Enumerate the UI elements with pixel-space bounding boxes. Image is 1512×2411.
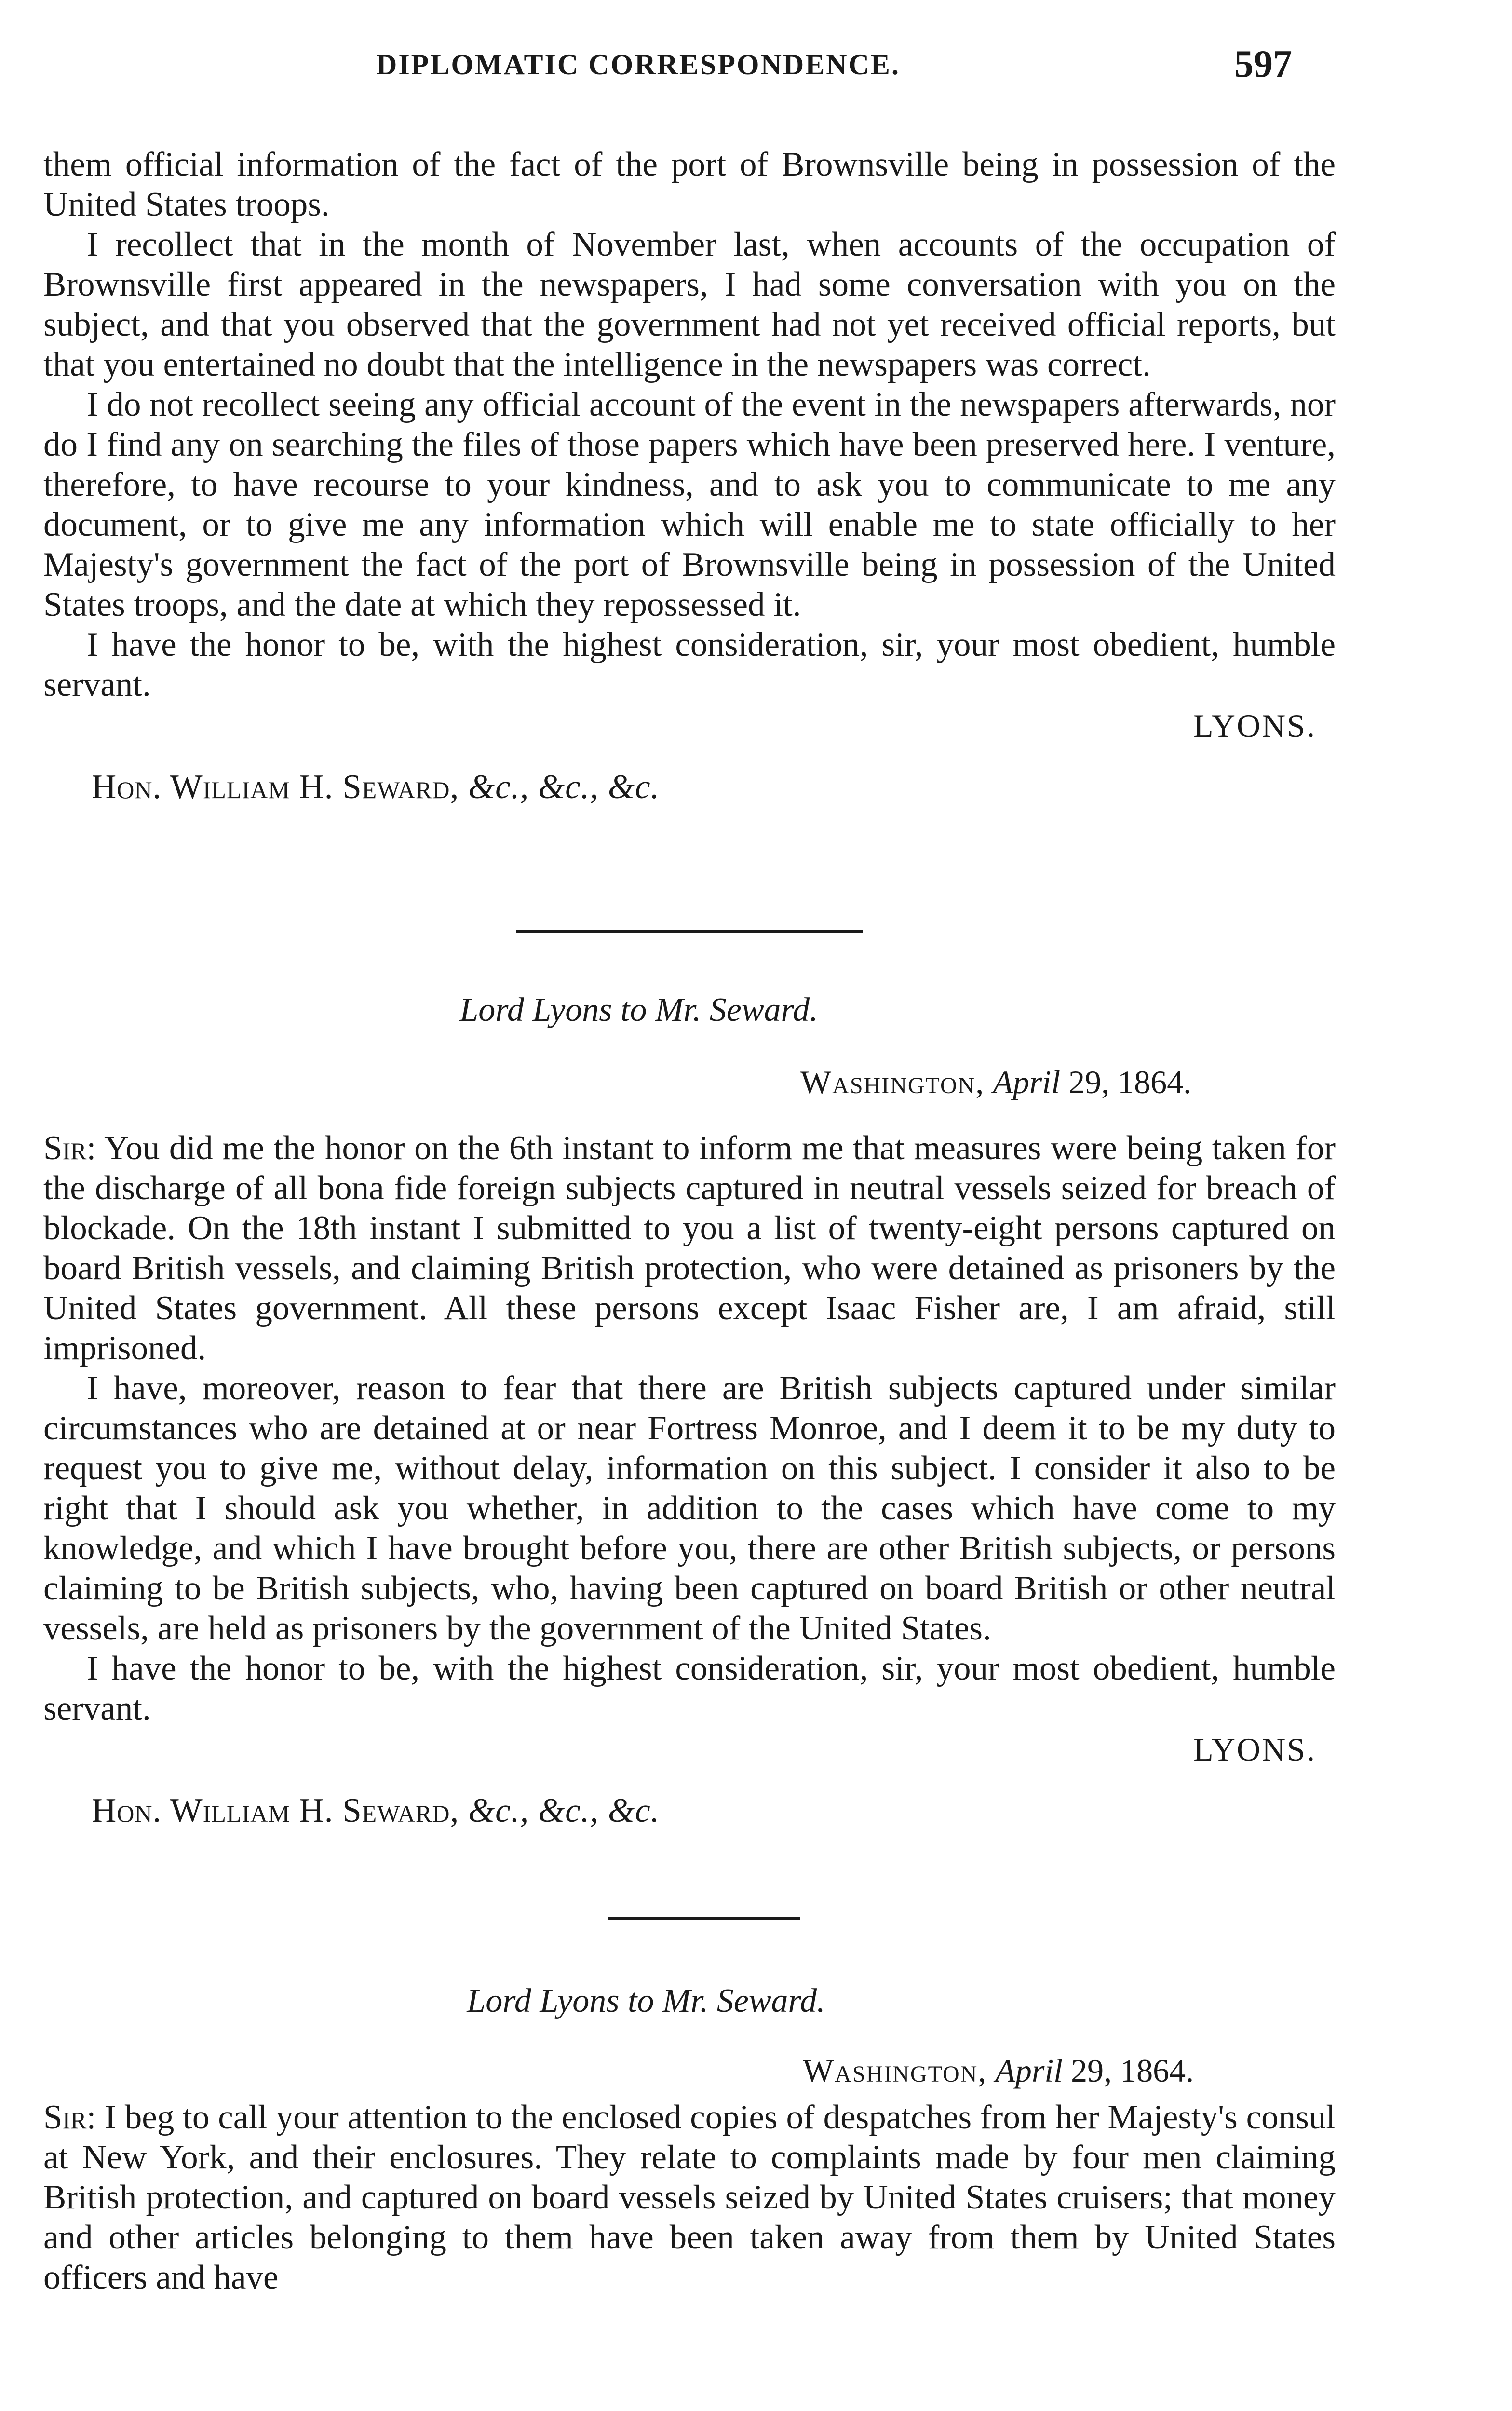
addressee-name: Hon. William H. Seward, <box>92 768 459 806</box>
dateline-place: Washington, <box>803 2052 987 2089</box>
section-divider <box>608 1917 800 1920</box>
paragraph <box>43 1128 1336 1368</box>
letter-heading: Lord Lyons to Mr. Seward. <box>467 1982 825 2019</box>
letter-2-body <box>43 1128 1336 1831</box>
addressee-etc: &c., &c., &c. <box>468 768 660 806</box>
paragraph: I recollect that in the month of November last, when accounts of the occupation of Brownsville first appeared in the newspapers, I had some conversation with you on the subject, and that you observed that the government had not yet received official reports, but that you entertained no doubt that the intelligence in the newspapers was correct. <box>43 226 1336 383</box>
dateline-place: Washington, <box>800 1064 985 1100</box>
letter-3-body <box>43 2098 1336 2298</box>
closing-paragraph: I have the honor to be, with the highest consideration, sir, your most obedient, humble servant. <box>43 626 1336 704</box>
paragraph: I do not recollect seeing any official account of the event in the newspapers afterwards, nor do I find any on searching the files of those papers which have been preserved here. I venture, therefore, to have recourse to your kindness, and to ask you to communicate to me any document, or to give me any information which will enable me to state officially to her Majesty's government the fact of the port of Brownsville being in possession of the United States troops, and the date at which they repossessed it. <box>43 386 1336 623</box>
paragraph-text: You did me the honor on the 6th instant to inform me that measures were being taken for the discharge of all bona fide foreign subjects captured in neutral vessels seized for breach of blockade. On the 18th instant I submitted to you a list of twenty-eight persons captured on board British vessels, and claiming British protection, who were detained as prisoners by the United States government. All these persons except Isaac Fisher are, I am afraid, still imprisoned. <box>43 1129 1336 1367</box>
page-number: 597 <box>1234 43 1292 85</box>
dateline-rest: 29, 1864. <box>1071 2052 1194 2089</box>
paragraph <box>43 2098 1336 2298</box>
dateline-month: April <box>993 1064 1061 1100</box>
signature: LYONS. <box>1193 707 1316 744</box>
paragraph: I have, moreover, reason to fear that there are British subjects captured under similar circumstances who are detained at or near Fortress Monroe, and I deem it to be my duty to request you to give me, without delay, information on this subject. I consider it also to be right that I should ask you whether, in addition to the cases which have come to my knowledge, and which I have brought before you, there are other British subjects, or persons claiming to be British subjects, who, having been captured on board British or other neutral vessels, are held as prisoners by the government of the United States. <box>43 1369 1336 1647</box>
running-head: DIPLOMATIC CORRESPONDENCE. <box>376 49 900 81</box>
dateline-month: April <box>995 2052 1063 2089</box>
salutation: Sir: <box>43 2099 96 2136</box>
addressee-name: Hon. William H. Seward, <box>92 1792 459 1829</box>
letter-1-body <box>43 145 1336 807</box>
paragraph-text: I beg to call your attention to the enclosed copies of despatches from her Majesty's consul at New York, and their enclosures. They relate to complaints made by four men claiming British protection, and captured on board vessels seized by United States cruisers; that money and other articles belonging to them have been taken away from them by United States officers and have <box>43 2099 1336 2296</box>
section-divider <box>516 930 863 933</box>
signature: LYONS. <box>1193 1731 1316 1768</box>
dateline <box>803 2052 1194 2090</box>
dateline <box>800 1063 1191 1101</box>
dateline-rest: 29, 1864. <box>1068 1064 1192 1100</box>
salutation: Sir: <box>43 1129 96 1167</box>
closing-paragraph: I have the honor to be, with the highest consideration, sir, your most obedient, humble servant. <box>43 1650 1336 1727</box>
addressee <box>92 1791 1336 1831</box>
addressee-etc: &c., &c., &c. <box>468 1792 660 1829</box>
letter-heading: Lord Lyons to Mr. Seward. <box>459 991 818 1029</box>
paragraph: them official information of the fact of the port of Brownsville being in possession of the United States troops. <box>43 146 1336 223</box>
addressee <box>92 767 1336 807</box>
